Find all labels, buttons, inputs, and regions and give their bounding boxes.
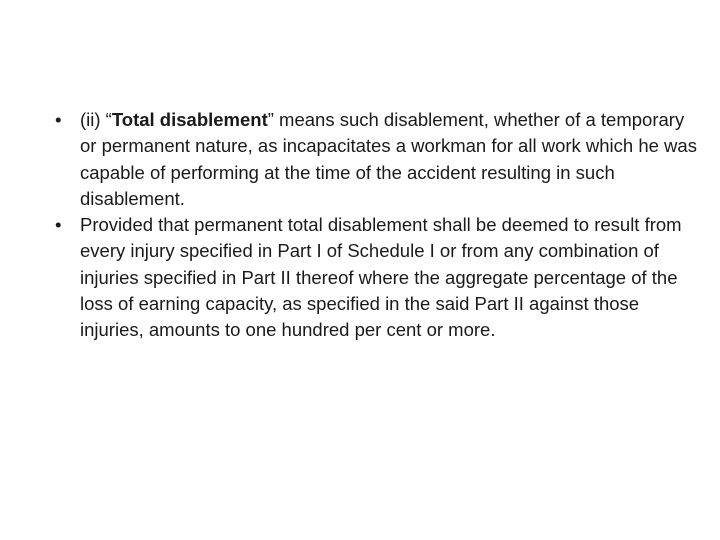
- defined-term: Total disablement: [111, 109, 268, 130]
- proviso-text: Provided that permanent total disablement shall be deemed to result from every injury specified in Part I of Schedule I or from any combination of injuries specified in Part II thereof where the aggregate percentage of the loss of earning capacity, as specified in the said Part II against those injuries, amounts to one hundred per cent or more.: [80, 214, 682, 341]
- bullet-item-total-disablement: [50, 107, 700, 212]
- bullet-icon: •: [55, 109, 62, 130]
- definition-text: ” means such disablement, whether of a temporary or permanent nature, as incapacitates a workman for all work which he was capable of performing at the time of the accident resulting in such disablement.: [80, 109, 697, 209]
- definition-prefix: (ii) “: [80, 109, 112, 130]
- bullet-item-proviso: [50, 212, 700, 343]
- bullet-list: [50, 107, 700, 344]
- bullet-icon: •: [55, 214, 62, 236]
